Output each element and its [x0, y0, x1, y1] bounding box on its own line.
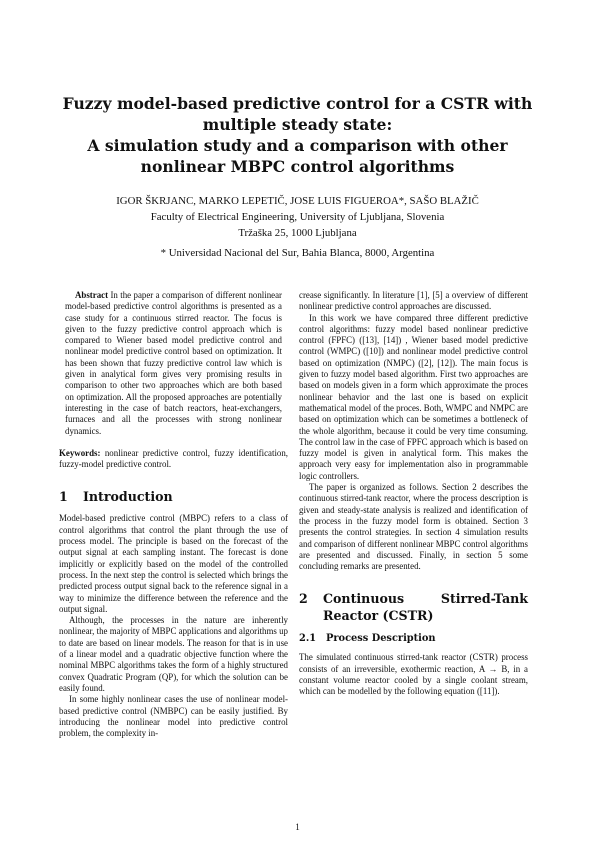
keywords-label: Keywords:: [59, 447, 101, 458]
section-title-line: [323, 590, 528, 607]
abstract-text: In the paper a comparison of different nonlinear model-based predictive control algorithms is presented as a case study for a continuous stirred reactor. The focus is given to the fuzzy predictive control approach which is compared to Wiener based model predictive control and nonlinear model predictive control based on optimization. It has been shown that fuzzy predictive control law which is given in analytical form gives very promising results in comparison to other two approaches which are both based on optimization. All the proposed approaches are potentially interesting in the case of batch reactors, heat-exchangers, furnaces and all the processes with strong nonlinear dynamics.: [65, 290, 282, 436]
paragraph: In some highly nonlinear cases the use of nonlinear model-based predictive control (NMBPC) can be easily justified. By introducing the nonlinear model into predictive control problem, the complexity in-: [59, 694, 288, 739]
section-title: Introduction: [83, 489, 173, 505]
title-line: multiple steady state:: [202, 115, 393, 134]
subsection-title: Process Description: [326, 633, 436, 645]
section-heading: [59, 488, 288, 505]
paper-title: [40, 93, 555, 177]
right-column: [299, 290, 528, 698]
section-number: 2: [299, 591, 308, 607]
title-line: nonlinear MBPC control algorithms: [140, 157, 455, 176]
authors-block: [40, 193, 555, 241]
title-line: A simulation study and a comparison with other: [87, 136, 508, 155]
section-number: 1: [59, 489, 68, 505]
paragraph: In this work we have compared three different predictive control algorithms: fuzzy model based nonlinear predictive control (FPFC) ([13], [14]) , Wiener based model predictive control (WMPC) ([10]) and nonlinear model predictive control based on optimization (NMPC) ([2], [12]). The main focus is given to fuzzy model based algorithm. First two approaches are based on models given in a form which approximate the proces nonlinear behavior and the last one is based on explicit mathematical model of the proces. Both, WMPC and NMPC are based on optimization which can be sometimes a bottleneck of the whole algorithm, because it could be very time consuming. The control law in the case of FPFC approach which is based on fuzzy model is given in analytical form. This makes the approach very easy for implementation also in programmable logic controllers.: [299, 312, 528, 481]
section-title-word: Continuous: [323, 591, 405, 607]
keywords-text: nonlinear predictive control, fuzzy identification, fuzzy-model predictive control.: [59, 447, 289, 470]
page-number: 1: [295, 822, 300, 832]
secondary-affiliation: * Universidad Nacional del Sur, Bahia Blanca, 8000, Argentina: [160, 247, 435, 259]
abstract-label: Abstract: [75, 290, 109, 300]
keywords: [59, 448, 288, 471]
subsection-number: 2.1: [299, 633, 317, 645]
section-title-line: Reactor (CSTR): [323, 608, 434, 624]
paragraph: crease significantly. In literature [1], [5] a overview of different nonlinear predictive control approaches are discussed.: [299, 290, 528, 312]
section-heading: [299, 590, 528, 624]
paragraph: Model-based predictive control (MBPC) refers to a class of control algorithms that control the plant through the use of process model. The principle is based on the forecast of the output signal at each sampling instant. The forecast is done implicitly or explicitly based on the model of the controlled process. In the next step the control is selected which brings the predicted process output signal back to the reference signal in a way to minimize the difference between the reference and the output signal.: [59, 513, 288, 614]
abstract: [59, 290, 288, 437]
affiliation-line: Tržaška 25, 1000 Ljubljana: [238, 227, 357, 239]
paragraph: The simulated continuous stirred-tank reactor (CSTR) process consists of an irreversible, exothermic reaction, A → B, in a constant volume reactor cooled by a single coolant stream, which can be modelled by the following equation ([11]).: [299, 652, 528, 697]
subsection-heading: [299, 632, 528, 645]
paragraph: Although, the processes in the nature are inherently nonlinear, the majority of MBPC applications and algorithms up to date are based on linear models. The reason for that is in use of a linear model and a quadratic objective function where the nominal MBPC algorithms takes the form of a highly structured convex Quadratic Program (QP), for which the solution can be easily found.: [59, 615, 288, 693]
title-line: Fuzzy model-based predictive control for a CSTR with: [62, 94, 533, 113]
paragraph: The paper is organized as follows. Section 2 describes the continuous stirred-tank reactor, where the process description is given and steady-state analysis is realized and identification of the process in the fuzzy model form is obtained. Section 3 presents the control strategies. In section 4 simulation results and comparison of different nonlinear MBPC control algorithms are presented and discussed. Finally, in section 5 some concluding remarks are presented.: [299, 482, 528, 572]
left-column: [59, 290, 288, 739]
section-title-word: Stirred-Tank: [440, 591, 528, 607]
affiliation-line: Faculty of Electrical Engineering, University of Ljubljana, Slovenia: [150, 211, 445, 223]
author-list: IGOR ŠKRJANC, MARKO LEPETIČ, JOSE LUIS FIGUEROA*, SAŠO BLAŽIČ: [116, 195, 479, 207]
